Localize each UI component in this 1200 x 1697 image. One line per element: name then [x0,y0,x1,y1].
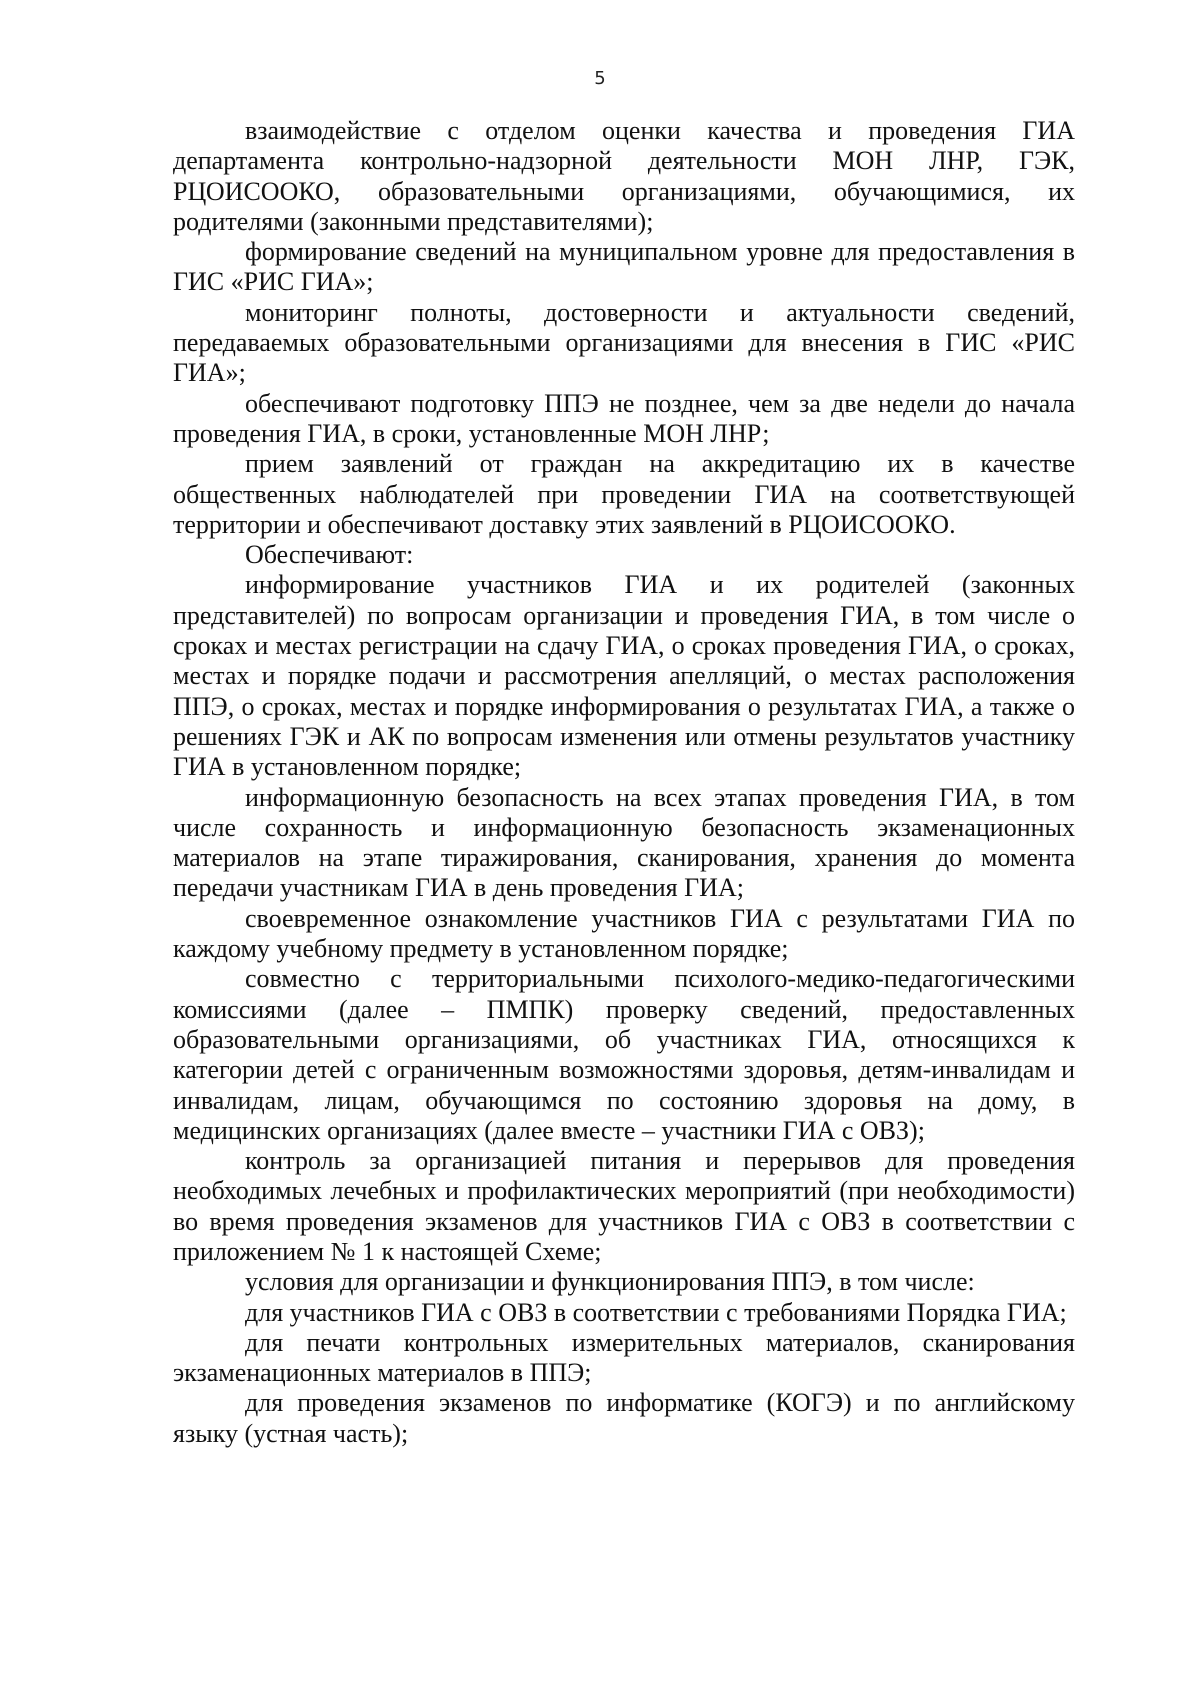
paragraph-ovz-conditions: для участников ГИА с ОВЗ в соответствии с требованиями Порядка ГИА; [245,1297,1067,1327]
paragraph-informing: информирование участников ГИА и их родителей (законных представителей) по вопросам организации и проведения ГИА, в том числе о сроках и местах регистрации на сдачу ГИА, о сроках проведения ГИА, о сроках, местах и порядке подачи и рассмотрения апелляций, о местах расположения ППЭ, о сроках, местах и порядке информирования о результатах ГИА, а также о решениях ГЭК и АК по вопросам изменения или отмены результатов участнику ГИА в установленном порядке; [173,570,1075,782]
paragraph-nutrition-control: контроль за организацией питания и перерывов для проведения необходимых лечебных и профилактических мероприятий (при необходимости) во время проведения экзаменов для участников ГИА с ОВЗ в соответствии с приложением № 1 к настоящей Схеме; [173,1146,1075,1266]
document-body [173,116,1075,1449]
paragraph-ppe-preparation: обеспечивают подготовку ППЭ не позднее, чем за две недели до начала проведения ГИА, в сроки, установленные МОН ЛНР; [173,388,1075,448]
paragraph-interaction: взаимодействие с отделом оценки качества и проведения ГИА департамента контрольно-надзорной деятельности МОН ЛНР, ГЭК, РЦОИСООКО, образовательными организациями, обучающимися, их родителями (законными представителями); [173,116,1075,236]
paragraph-monitoring: мониторинг полноты, достоверности и актуальности сведений, передаваемых образовательными организациями для внесения в ГИС «РИС ГИА»; [173,297,1075,388]
paragraph-info-security: информационную безопасность на всех этапах проведения ГИА, в том числе сохранность и информационную безопасность экзаменационных материалов на этапе тиражирования, сканирования, хранения до момента передачи участникам ГИА в день проведения ГИА; [173,782,1075,903]
paragraph-observers: прием заявлений от граждан на аккредитацию их в качестве общественных наблюдателей при проведении ГИА на соответствующей территории и обеспечивают доставку этих заявлений в РЦОИСООКО. [173,449,1075,539]
paragraph-exams-informatics: для проведения экзаменов по информатике (КОГЭ) и по английскому языку (устная часть); [173,1388,1075,1448]
paragraph-results: своевременное ознакомление участников ГИА с результатами ГИА по каждому учебному предмету в установленном порядке; [173,903,1075,964]
paragraph-ppe-conditions: условия для организации и функционирования ППЭ, в том числе: [245,1267,975,1297]
paragraph-pmpk: совместно с территориальными психолого-медико-педагогическими комиссиями (далее – ПМПК) проверку сведений, предоставленных образовательными организациями, об участниках ГИА, относящихся к категории детей с ограниченным возможностями здоровья, детям-инвалидам и инвалидам, лицам, обучающимся по состоянию здоровья на дому, в медицинских организациях (далее вместе – участники ГИА с ОВЗ); [173,964,1075,1145]
page-number: 5 [594,68,606,89]
paragraph-provide-heading: Обеспечивают: [245,540,414,570]
paragraph-gis-info: формирование сведений на муниципальном уровне для предоставления в ГИС «РИС ГИА»; [173,237,1075,297]
paragraph-printing: для печати контрольных измерительных материалов, сканирования экзаменационных материалов в ППЭ; [173,1327,1075,1388]
